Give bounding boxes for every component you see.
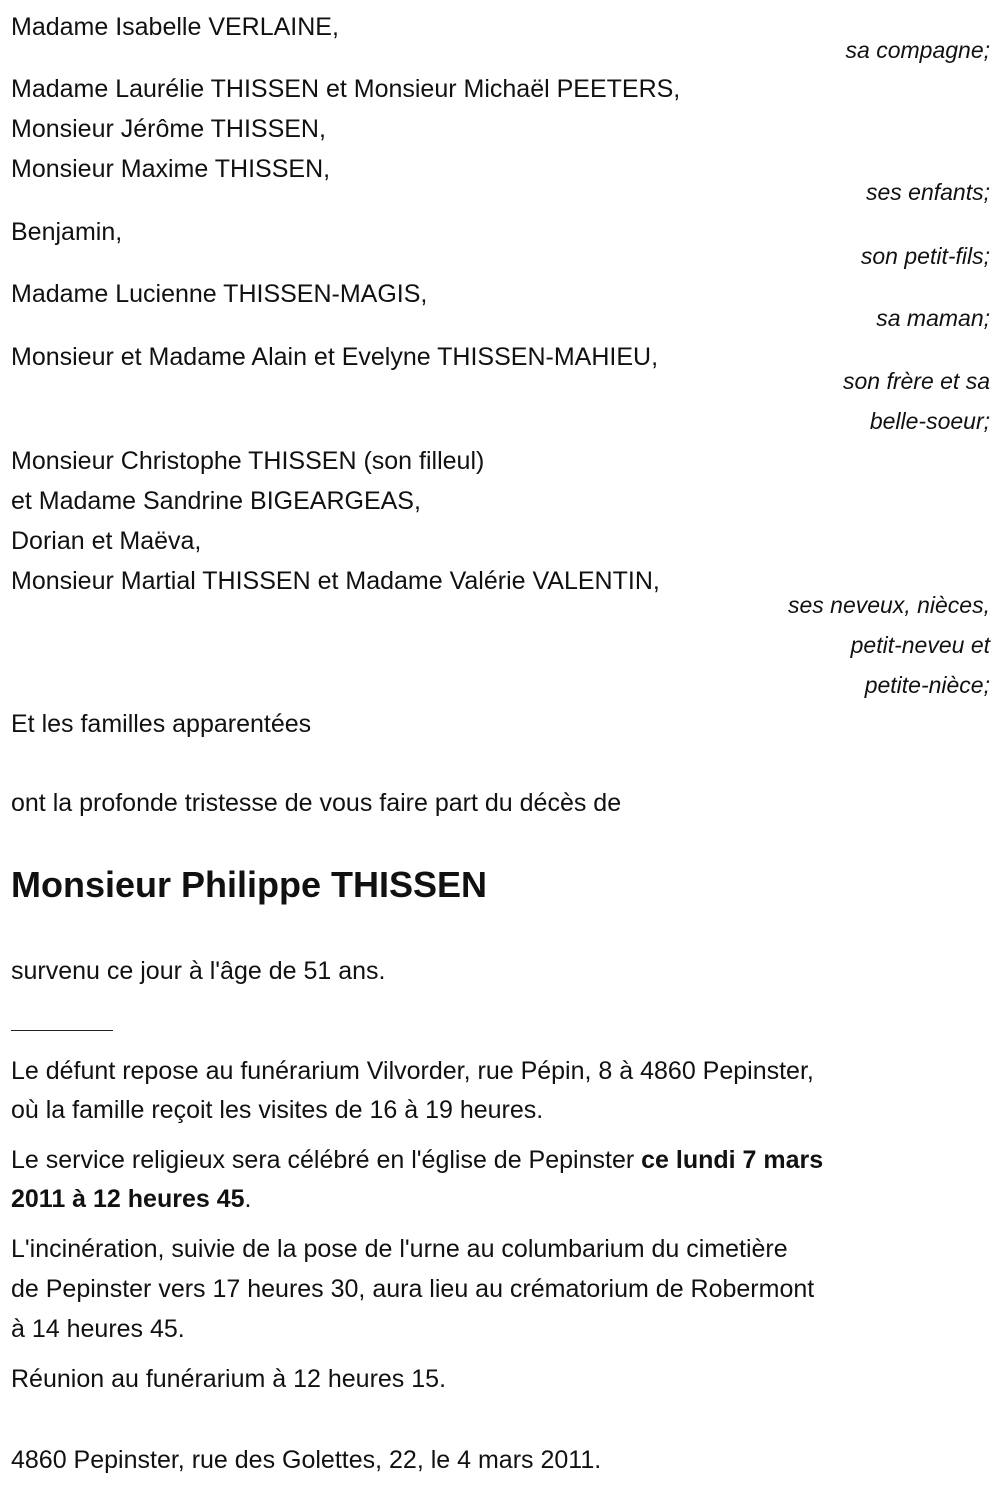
service-line <box>11 1184 251 1214</box>
relatives-line: Et les familles apparentées <box>11 710 312 738</box>
service-line <box>11 1145 823 1175</box>
rest-line: Le défunt repose au funérarium Vilvorder, rue Pépin, 8 à 4860 Pepinster, <box>11 1057 814 1085</box>
cremation-line: à 14 heures 45. <box>11 1315 185 1343</box>
brother-name: Monsieur et Madame Alain et Evelyne THISSEN-MAHIEU, <box>11 343 659 371</box>
brother-role: belle-soeur; <box>869 408 990 434</box>
service-end: . <box>244 1185 252 1213</box>
nephew-name: Dorian et Maëva, <box>11 527 202 555</box>
service-text: Le service religieux sera célébré en l'église de Pepinster <box>11 1146 642 1174</box>
nephew-name: et Madame Sandrine BIGEARGEAS, <box>11 487 421 515</box>
nephews-role: ses neveux, nièces, <box>787 592 990 618</box>
companion-name: Madame Isabelle VERLAINE, <box>11 13 339 41</box>
service-date: ce lundi 7 mars <box>641 1146 824 1174</box>
companion-role: sa compagne; <box>845 37 990 63</box>
service-time: 2011 à 12 heures 45 <box>11 1185 245 1213</box>
age-line: survenu ce jour à l'âge de 51 ans. <box>11 957 386 985</box>
announcement: ont la profonde tristesse de vous faire part du décès de <box>11 789 622 817</box>
nephew-name: Monsieur Martial THISSEN et Madame Valérie VALENTIN, <box>11 567 660 595</box>
footer-address: 4860 Pepinster, rue des Golettes, 22, le 4 mars 2011. <box>11 1446 602 1474</box>
cremation-line: L'incinération, suivie de la pose de l'urne au columbarium du cimetière <box>11 1235 788 1263</box>
child-name: Monsieur Jérôme THISSEN, <box>11 115 326 143</box>
nephews-role: petite-nièce; <box>864 672 990 698</box>
grandson-role: son petit-fils; <box>860 243 990 269</box>
children-role: ses enfants; <box>865 179 990 205</box>
nephews-role: petit-neveu et <box>850 632 990 658</box>
meeting-line: Réunion au funérarium à 12 heures 15. <box>11 1365 447 1393</box>
mother-role: sa maman; <box>876 305 990 331</box>
separator <box>11 1030 113 1031</box>
cremation-line: de Pepinster vers 17 heures 30, aura lieu au crématorium de Robermont <box>11 1275 815 1303</box>
rest-line: où la famille reçoit les visites de 16 à 19 heures. <box>11 1096 544 1124</box>
brother-role: son frère et sa <box>842 368 990 394</box>
mother-name: Madame Lucienne THISSEN-MAGIS, <box>11 280 428 308</box>
child-name: Monsieur Maxime THISSEN, <box>11 155 331 183</box>
child-name: Madame Laurélie THISSEN et Monsieur Michaël PEETERS, <box>11 75 681 103</box>
deceased-name: Monsieur Philippe THISSEN <box>11 864 488 905</box>
grandson-name: Benjamin, <box>11 218 123 246</box>
nephew-name: Monsieur Christophe THISSEN (son filleul) <box>11 447 485 475</box>
